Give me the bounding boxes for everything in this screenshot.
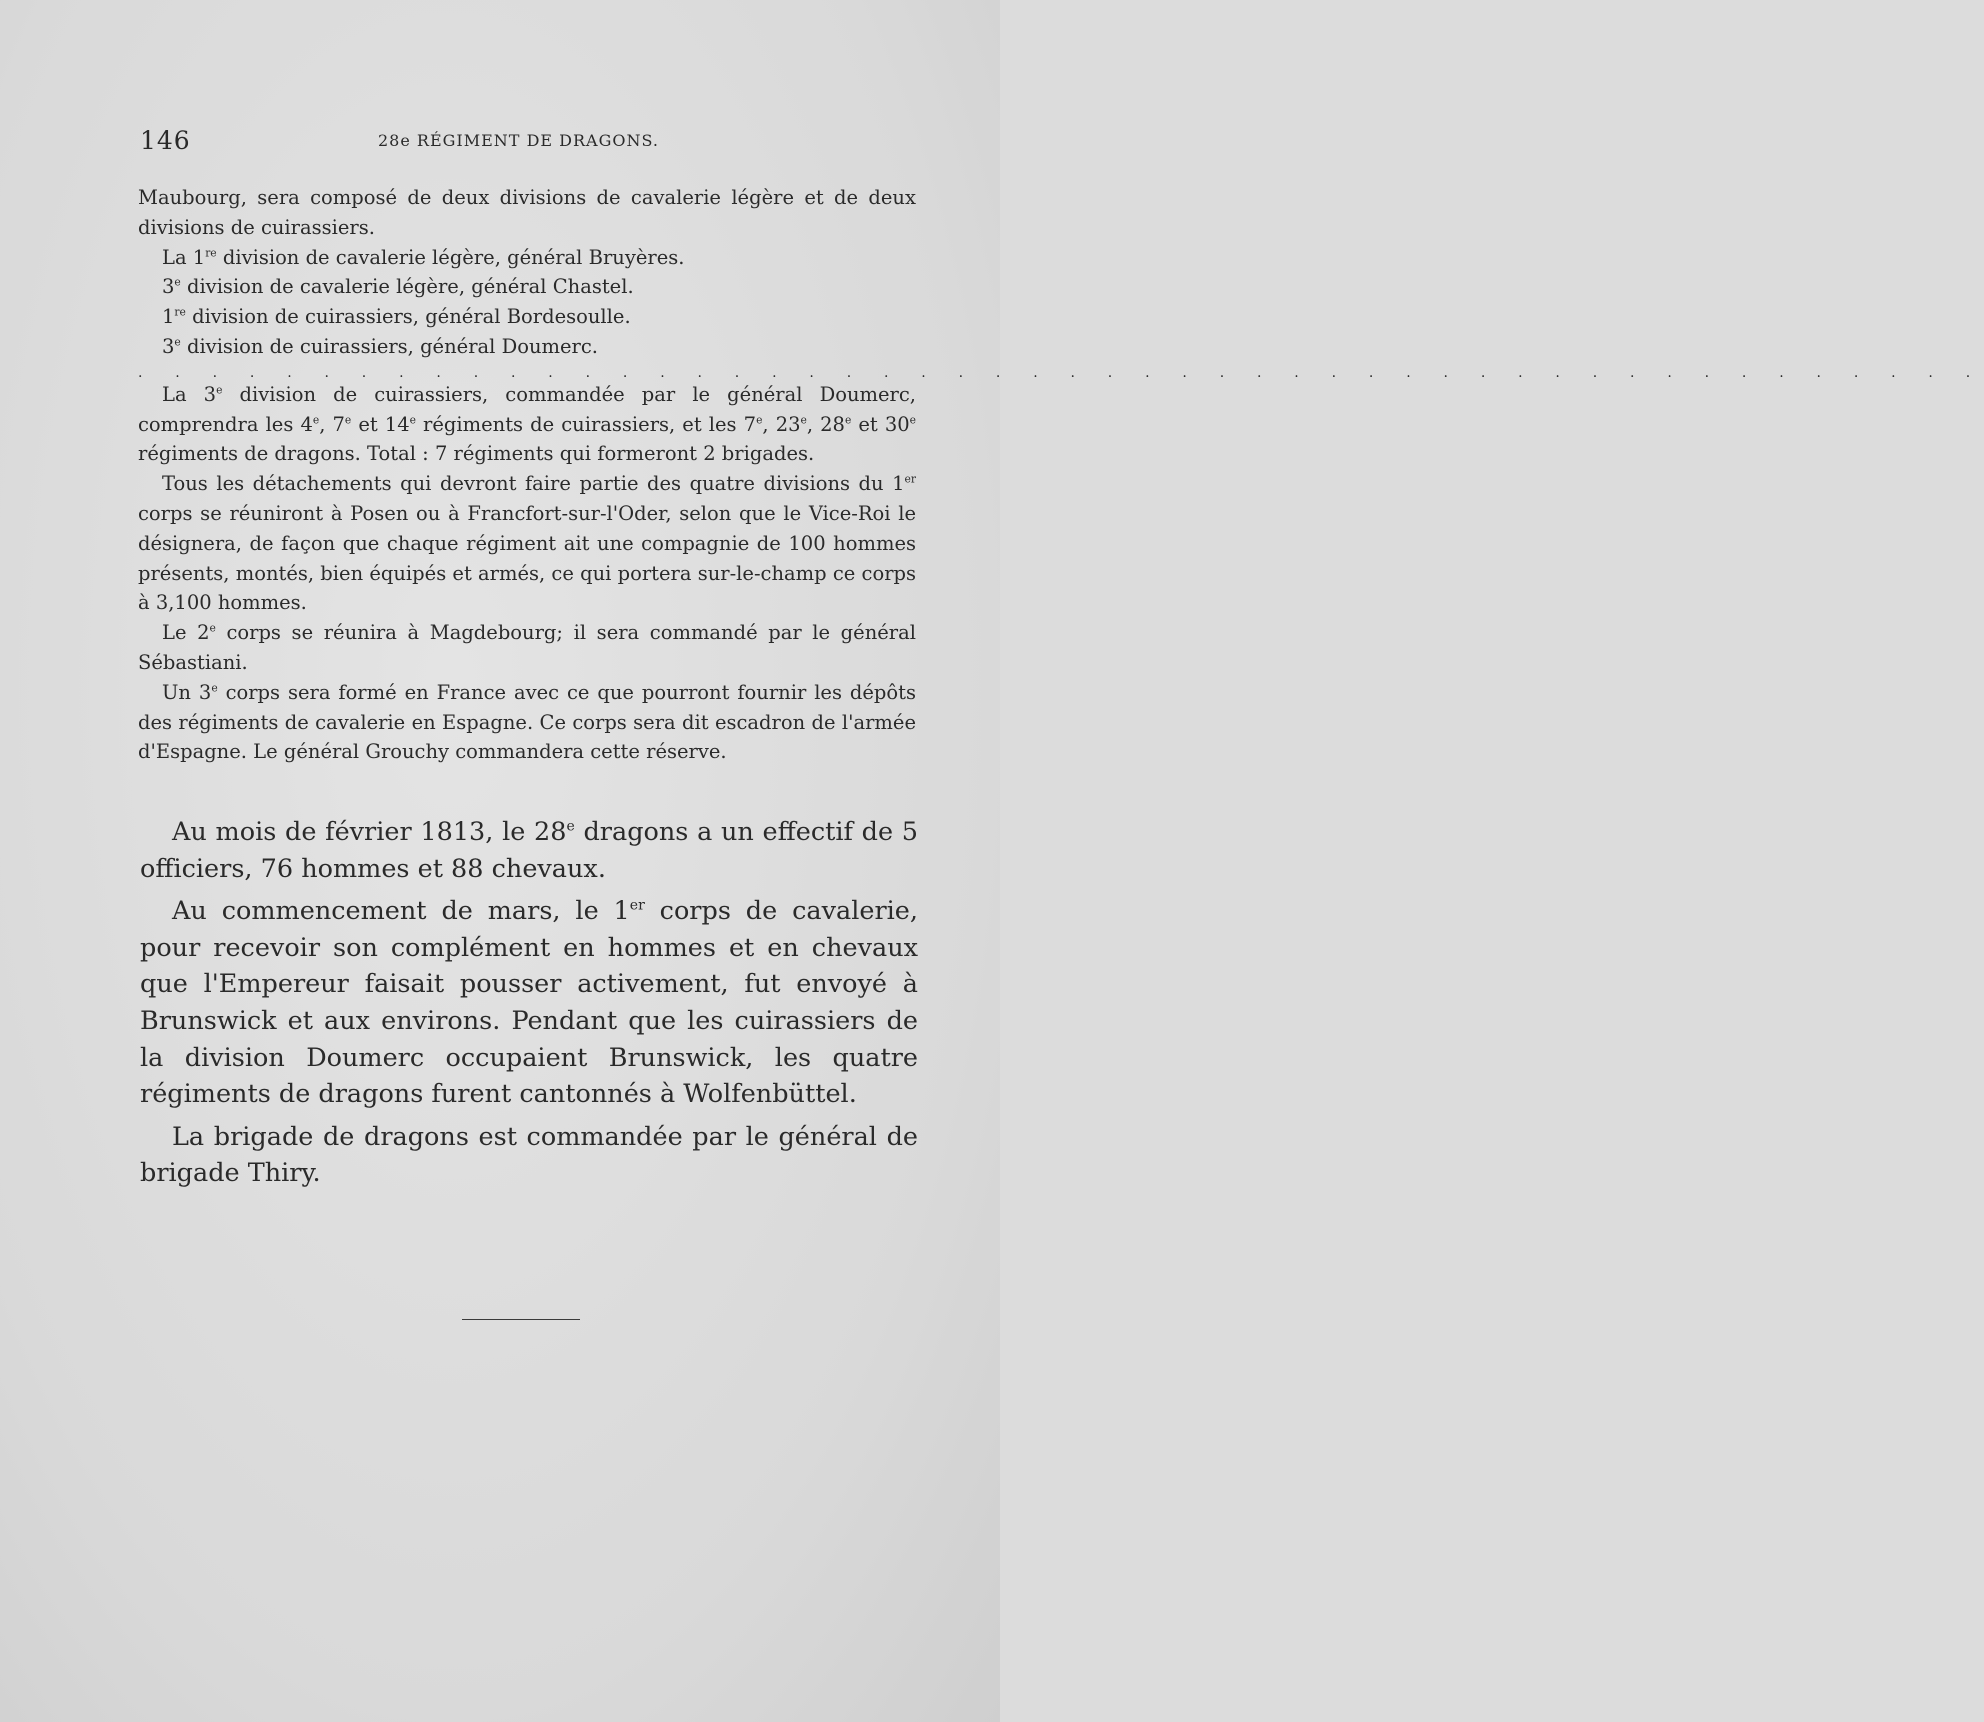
paragraph: Au commencement de mars, le 1er corps de cavalerie, pour recevoir son complément en hommes et en chevaux que l'Empereur faisait pousser activement, fut envoyé à Brunswick et aux environs. Pendant que les cuirassiers de la division Doumerc occupaient Brunswick, les quatre régiments de dragons furent cantonnés à Wolfenbüttel. bbox=[140, 896, 918, 1110]
paragraph: Le 2e corps se réunira à Magdebourg; il sera commandé par le général Sébastiani. bbox=[138, 621, 916, 674]
paragraph: 3e division de cuirassiers, général Doumerc. bbox=[162, 334, 598, 358]
paragraph: Tous les détachements qui devront faire partie des quatre divisions du 1er corps se réuniront à Posen ou à Francfort-sur-l'Oder, selon que le Vice-Roi le désignera, de façon que chaque régiment ait une compagnie de 100 hommes présents, montés, bien équipés et armés, ce qui portera sur-le-champ ce corps à 3,100 hommes. bbox=[138, 472, 916, 615]
page-number: 146 bbox=[140, 126, 191, 155]
quoted-order-text bbox=[138, 183, 1984, 767]
paragraph: Au mois de février 1813, le 28e dragons a un effectif de 5 officiers, 76 hommes et 88 chevaux. bbox=[140, 817, 918, 884]
paragraph: Un 3e corps sera formé en France avec ce que pourront fournir les dépôts des régiments de cavalerie en Espagne. Ce corps sera dit escadron de l'armée d'Espagne. Le général Grouchy commandera cette réserve. bbox=[138, 680, 916, 764]
paragraph: 3e division de cavalerie légère, général Chastel. bbox=[162, 275, 634, 299]
main-text bbox=[140, 814, 918, 1198]
section-divider bbox=[462, 1319, 580, 1320]
ellipsis-leaders: . . . . . . . . . . . . . . . . . . . . . . . . . . . . . . . . . . . . . . . . . . . . . . . . . . bbox=[138, 364, 1984, 381]
paragraph: La 3e division de cuirassiers, commandée par le général Doumerc, comprendra les 4e, 7e et 14e régiments de cuirassiers, et les 7e, 23e, 28e et 30e régiments de dragons. Total : 7 régiments qui formeront 2 brigades. bbox=[138, 382, 917, 466]
page-header bbox=[140, 126, 920, 156]
paragraph: 1re division de cuirassiers, général Bordesoulle. bbox=[162, 305, 631, 329]
running-head: 28e RÉGIMENT DE DRAGONS. bbox=[378, 131, 659, 150]
paragraph: Maubourg, sera composé de deux divisions de cavalerie légère et de deux divisions de cuirassiers. bbox=[138, 186, 916, 239]
paragraph: La 1re division de cavalerie légère, général Bruyères. bbox=[162, 245, 685, 269]
paragraph: La brigade de dragons est commandée par le général de brigade Thiry. bbox=[140, 1121, 918, 1189]
